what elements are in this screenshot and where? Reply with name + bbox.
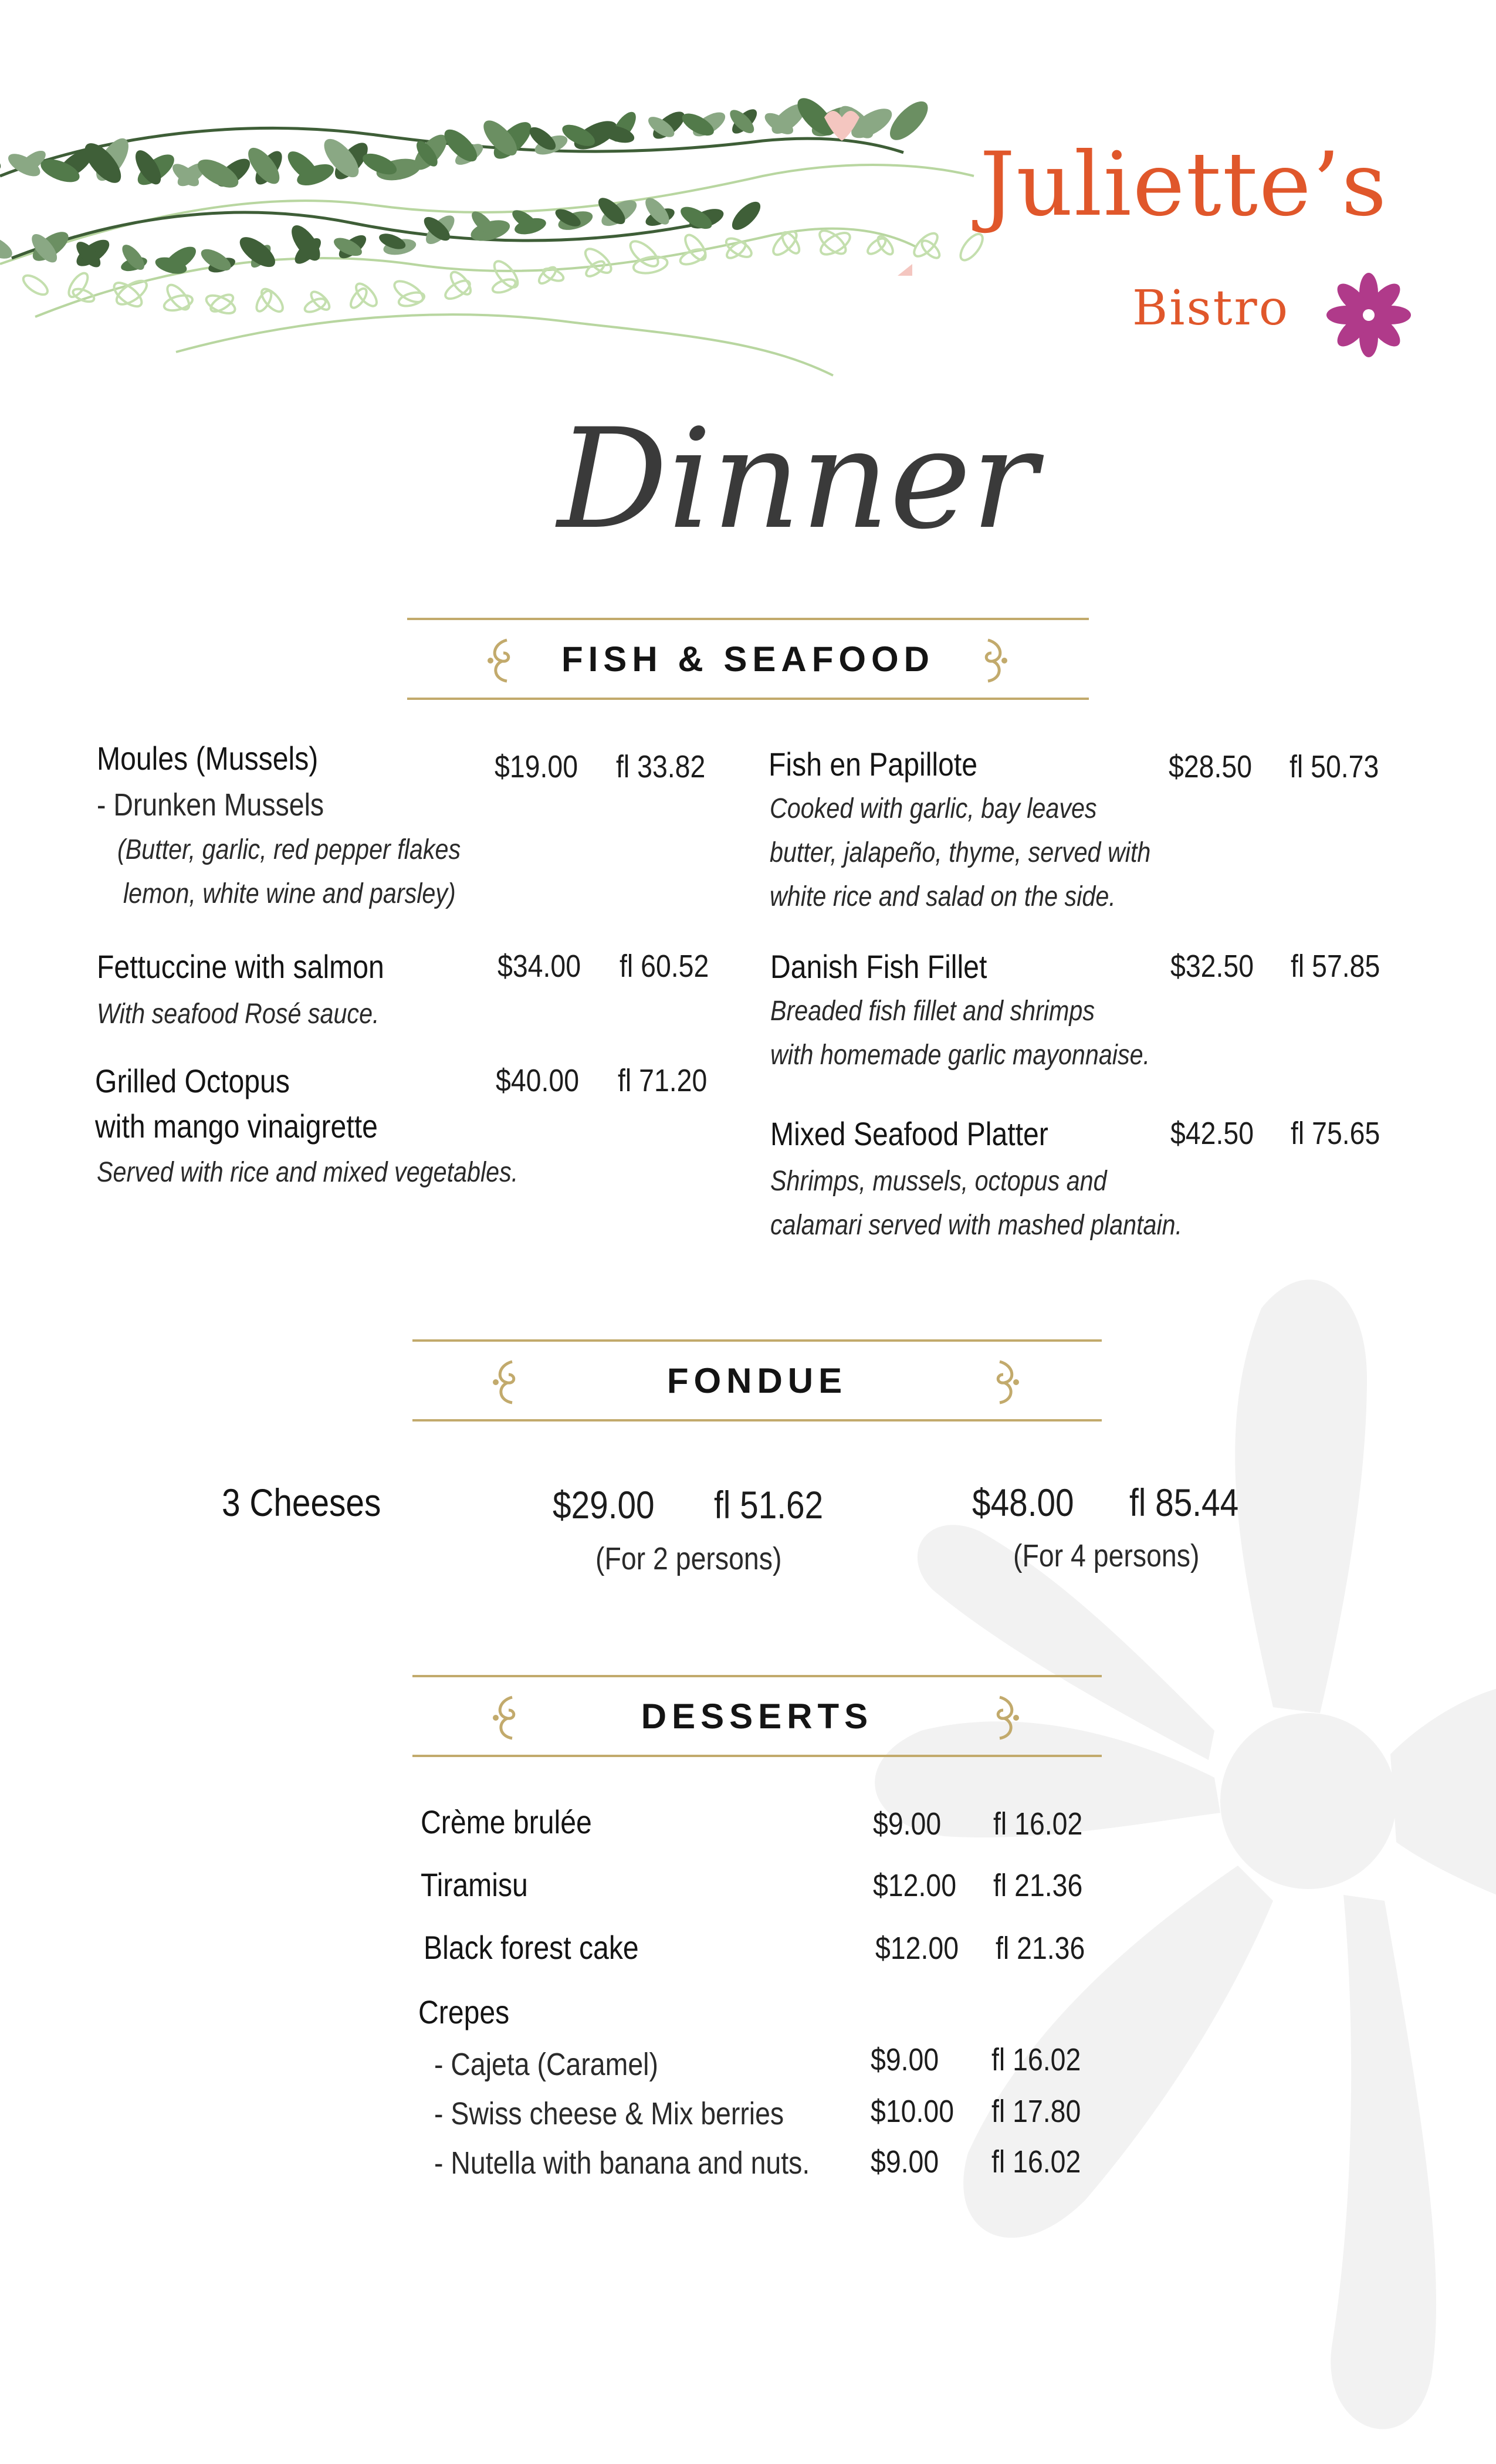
menu-item-name: Danish Fish Fillet (770, 948, 987, 985)
vine-leaf (491, 277, 517, 295)
price-usd: $10.00 (871, 2094, 955, 2129)
price-fl: fl 16.02 (991, 2144, 1081, 2179)
section-header-desserts (412, 1675, 1102, 1757)
vine-leaf (727, 197, 765, 235)
vine-leaf (113, 276, 151, 309)
menu-item-desc: lemon, white wine and parsley) (123, 878, 456, 909)
price-fl: fl 50.73 (1289, 749, 1379, 784)
brand-subtitle: Bistro (1132, 280, 1290, 336)
price-usd: $12.00 (875, 1931, 959, 1966)
menu-item-desc: (Butter, garlic, red pepper flakes (117, 834, 461, 865)
section-title: FONDUE (666, 1360, 848, 1400)
price-usd: $19.00 (495, 749, 578, 784)
price-fl: fl 21.36 (993, 1868, 1083, 1903)
ornament-icon (488, 1357, 523, 1407)
vine-leaf (884, 95, 934, 146)
price-fl: fl 16.02 (991, 2042, 1081, 2077)
menu-item-desc: Breaded fish fillet and shrimps (770, 996, 1095, 1027)
fondue-portion-note: (For 2 persons) (595, 1541, 782, 1576)
vine-leaf (65, 270, 91, 300)
price-fl: fl 85.44 (1129, 1481, 1239, 1524)
price-fl: fl 33.82 (616, 749, 706, 784)
fondue-item-name: 3 Cheeses (222, 1481, 381, 1524)
flower-emblem-icon (1325, 271, 1413, 359)
dessert-item-name: Tiramisu (421, 1866, 528, 1903)
vine-leaf (348, 286, 370, 310)
price-fl: fl 57.85 (1291, 949, 1380, 984)
ornament-icon (989, 1693, 1024, 1743)
price-usd: $29.00 (553, 1483, 655, 1527)
vine-leaf (0, 144, 4, 175)
price-usd: $12.00 (873, 1868, 957, 1903)
menu-item-desc: white rice and salad on the side. (770, 881, 1116, 912)
menu-item-desc: With seafood Rosé sauce. (97, 999, 380, 1030)
vine-leaf (21, 272, 51, 298)
menu-item-desc: Cooked with garlic, bay leaves (770, 793, 1097, 824)
menu-item-name: Mixed Seafood Platter (770, 1115, 1048, 1152)
menu-item-desc: Shrimps, mussels, octopus and (770, 1166, 1107, 1197)
ornament-icon (488, 1693, 523, 1743)
fondue-portion-note: (For 4 persons) (1013, 1538, 1200, 1573)
section-header-fondue (412, 1339, 1102, 1421)
menu-item-name: Fettuccine with salmon (97, 948, 384, 985)
menu-item-desc: Served with rice and mixed vegetables. (97, 1157, 519, 1188)
price-fl: fl 60.52 (620, 949, 709, 984)
menu-item-name: Grilled Octopus (95, 1062, 290, 1099)
vine-leaf (303, 296, 327, 315)
price-fl: fl 16.02 (993, 1806, 1083, 1842)
vine-leaves-decoration (0, 70, 997, 399)
ornament-icon (989, 1357, 1024, 1407)
crepe-item-name: - Nutella with banana and nuts. (434, 2145, 810, 2181)
menu-item-name: Moules (Mussels) (97, 740, 319, 777)
crepes-heading: Crepes (418, 1993, 510, 2030)
price-usd: $48.00 (972, 1481, 1074, 1524)
crepe-item-name: - Swiss cheese & Mix berries (434, 2096, 784, 2131)
price-usd: $40.00 (496, 1063, 580, 1098)
price-usd: $9.00 (871, 2144, 939, 2179)
price-usd: $42.50 (1170, 1116, 1254, 1151)
dessert-item-name: Black forest cake (424, 1929, 639, 1966)
vine-leaf (911, 229, 941, 260)
price-fl: fl 51.62 (714, 1483, 824, 1527)
ornament-icon (482, 635, 517, 686)
price-fl: fl 75.65 (1291, 1116, 1380, 1151)
section-title: FISH & SEAFOOD (561, 639, 935, 679)
ornament-icon (977, 635, 1013, 686)
dessert-item-name: Crème brulée (421, 1803, 592, 1840)
menu-item-name: Fish en Papillote (769, 746, 978, 783)
vine-leaf (391, 277, 427, 306)
menu-item-desc: calamari served with mashed plantain. (770, 1210, 1183, 1241)
price-fl: fl 71.20 (618, 1063, 708, 1098)
price-fl: fl 21.36 (996, 1931, 1085, 1966)
vine-leaf (682, 232, 709, 263)
menu-item-desc: with homemade garlic mayonnaise. (770, 1040, 1150, 1071)
menu-item-name-line2: with mango vinaigrette (95, 1108, 378, 1145)
price-usd: $28.50 (1169, 749, 1253, 784)
brand-name: Juliette’s (980, 134, 1388, 236)
menu-title: Dinner (557, 400, 1037, 560)
vine-leaf (627, 237, 662, 270)
menu-item-desc: butter, jalapeño, thyme, served with (770, 837, 1151, 868)
price-usd: $34.00 (497, 949, 581, 984)
crepe-item-name: - Cajeta (Caramel) (434, 2047, 658, 2082)
menu-item-desc: - Drunken Mussels (97, 787, 324, 823)
price-usd: $9.00 (873, 1806, 942, 1842)
section-header-fish-seafood (407, 618, 1089, 700)
section-title: DESSERTS (641, 1696, 874, 1736)
price-usd: $32.50 (1170, 949, 1254, 984)
price-usd: $9.00 (871, 2042, 939, 2077)
price-fl: fl 17.80 (991, 2094, 1081, 2129)
